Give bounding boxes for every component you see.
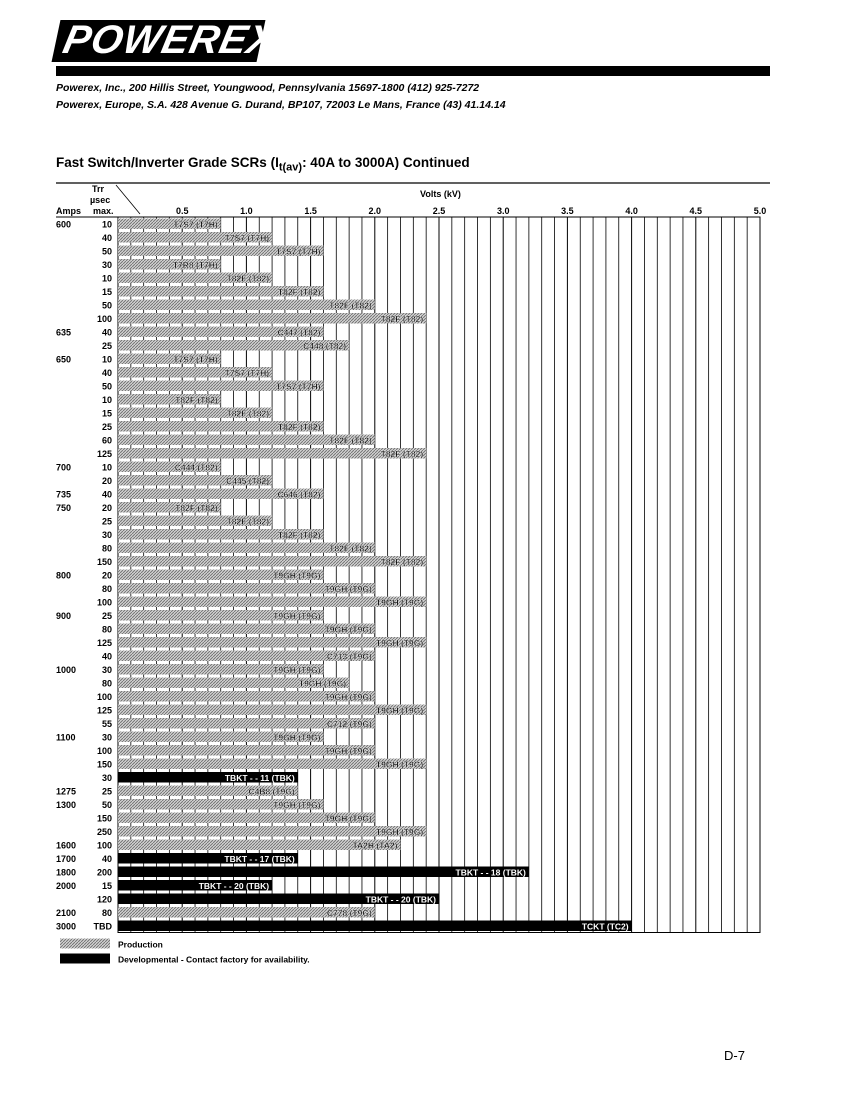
amps-value: 1700 bbox=[56, 854, 77, 864]
bar-label: T9GH (T9G) bbox=[273, 800, 321, 810]
address-eu: Powerex, Europe, S.A. 428 Avenue G. Durand, BP107, 72003 Le Mans, France (43) 41.14.14 bbox=[56, 99, 506, 111]
bar-label: C4B8 (T9G) bbox=[248, 786, 295, 797]
bar-label: C448 (T82) bbox=[303, 341, 347, 351]
trr-value: 20 bbox=[101, 476, 112, 486]
amps-value: 1100 bbox=[56, 732, 76, 743]
x-tick-label: 1.5 bbox=[304, 206, 317, 216]
trr-value: 20 bbox=[101, 503, 112, 513]
amps-value: 3000 bbox=[56, 921, 77, 932]
bar-label: TA2H (TA2) bbox=[352, 840, 398, 851]
trr-value: 10 bbox=[101, 462, 112, 473]
trr-value: 25 bbox=[101, 786, 112, 797]
bar-label: T9GH (T9G) bbox=[273, 732, 321, 743]
bar-label: T82F (T82) bbox=[226, 273, 270, 284]
bar-label: T82F (T82) bbox=[175, 503, 218, 513]
trr-value: 25 bbox=[101, 422, 112, 432]
x-tick-label: 2.5 bbox=[432, 206, 446, 216]
bar-label: T82F (T82) bbox=[380, 557, 424, 567]
trr-value: 25 bbox=[101, 341, 112, 351]
bar-label: TBKT - - 11 (TBK) bbox=[224, 773, 295, 783]
trr-value: 80 bbox=[101, 584, 112, 594]
trr-header: Trr bbox=[92, 184, 105, 194]
trr-value: 200 bbox=[96, 867, 112, 878]
bar-label: T7S7 (T7H) bbox=[276, 381, 321, 392]
x-tick-label: 3.5 bbox=[561, 206, 574, 216]
bar-label: T9GH (T9G) bbox=[324, 813, 372, 824]
trr-value: 120 bbox=[96, 894, 112, 905]
trr-value: 50 bbox=[101, 800, 112, 810]
bar-label: T7S7 (T7H) bbox=[224, 233, 270, 243]
trr-value: 50 bbox=[101, 246, 112, 257]
amps-value: 2000 bbox=[56, 881, 77, 891]
bar-label: TBKT - - 17 (TBK) bbox=[224, 854, 295, 864]
amps-value: 900 bbox=[56, 611, 72, 621]
bar-label: C712 (T9G) bbox=[326, 719, 372, 729]
bar-label: T82F (T82) bbox=[329, 300, 372, 311]
trr-value: 80 bbox=[101, 543, 112, 554]
trr-value: 10 bbox=[101, 273, 112, 284]
bar-label: T82F (T82) bbox=[175, 395, 218, 405]
bar-label: T9GH (T9G) bbox=[324, 584, 372, 594]
trr-value: 150 bbox=[96, 759, 112, 770]
usec-header: µsec bbox=[90, 195, 111, 205]
amps-value: 1275 bbox=[56, 786, 77, 797]
trr-value: 80 bbox=[101, 908, 112, 918]
bar-label: T7S7 (T7H) bbox=[276, 246, 321, 257]
trr-value: 20 bbox=[101, 570, 112, 581]
trr-value: 10 bbox=[101, 395, 112, 405]
trr-value: TBD bbox=[93, 921, 112, 932]
trr-value: 40 bbox=[101, 327, 112, 338]
trr-value: 100 bbox=[96, 840, 112, 851]
amps-header: Amps bbox=[56, 206, 82, 216]
trr-value: 10 bbox=[101, 354, 112, 365]
legend-production-swatch bbox=[60, 939, 110, 949]
bar-label: TBKT - - 20 (TBK) bbox=[198, 881, 270, 891]
bar-label: T9GH (T9G) bbox=[324, 692, 372, 702]
bar-label: T82F (T82) bbox=[277, 422, 321, 432]
bar-label: T82F (T82) bbox=[329, 435, 372, 446]
bar-label: T82F (T82) bbox=[380, 449, 424, 459]
trr-value: 100 bbox=[96, 314, 112, 324]
amps-value: 1300 bbox=[56, 800, 77, 810]
trr-value: 40 bbox=[101, 368, 112, 378]
trr-value: 40 bbox=[101, 489, 112, 500]
trr-value: 55 bbox=[101, 719, 112, 729]
legend-production-label: Production bbox=[118, 939, 163, 950]
trr-value: 30 bbox=[101, 665, 112, 675]
volts-header: Volts (kV) bbox=[420, 189, 461, 199]
bar-label: T7S7 (T7H) bbox=[173, 219, 218, 230]
trr-value: 125 bbox=[96, 449, 112, 459]
bar-label: T9GH (T9G) bbox=[324, 746, 372, 756]
trr-value: 150 bbox=[96, 557, 112, 567]
amps-value: 1800 bbox=[56, 867, 77, 878]
amps-value: 635 bbox=[56, 327, 72, 338]
amps-value: 700 bbox=[56, 462, 72, 473]
trr-value: 30 bbox=[101, 732, 112, 743]
x-tick-label: 2.0 bbox=[368, 206, 382, 216]
trr-value: 125 bbox=[96, 705, 112, 716]
bar-label: T7S7 (T7H) bbox=[173, 354, 218, 365]
trr-value: 60 bbox=[101, 435, 112, 446]
bar-label: T82F (T82) bbox=[277, 287, 321, 297]
trr-value: 80 bbox=[101, 624, 112, 635]
amps-value: 2100 bbox=[56, 908, 77, 918]
amps-value: 1600 bbox=[56, 840, 77, 851]
x-tick-label: 3.0 bbox=[496, 206, 510, 216]
bar-label: C646 (T82) bbox=[277, 489, 321, 500]
amps-value: 735 bbox=[56, 489, 72, 500]
trr-value: 80 bbox=[101, 678, 112, 689]
trr-value: 40 bbox=[101, 651, 112, 662]
x-tick-label: 4.0 bbox=[625, 206, 638, 216]
trr-value: 30 bbox=[101, 260, 112, 270]
amps-value: 650 bbox=[56, 354, 72, 365]
legend-developmental-swatch bbox=[60, 954, 110, 964]
bar-label: T9GH (T9G) bbox=[324, 624, 372, 635]
amps-value: 1000 bbox=[56, 665, 77, 675]
trr-value: 50 bbox=[101, 300, 112, 311]
bar-label: T9GH (T9G) bbox=[375, 638, 424, 648]
bar-label: C444 (T82) bbox=[174, 462, 218, 473]
bar-label: T9GH (T9G) bbox=[375, 759, 424, 770]
page-number: D-7 bbox=[724, 1048, 745, 1063]
x-tick-label: 0.5 bbox=[175, 206, 189, 216]
bar-label: T9GH (T9G) bbox=[375, 597, 424, 608]
bar-label: T9GH (T9G) bbox=[375, 827, 424, 837]
trr-value: 100 bbox=[96, 692, 112, 702]
bar-label: TBKT - - 20 (TBK) bbox=[365, 894, 436, 905]
trr-value: 100 bbox=[96, 746, 112, 756]
trr-value: 15 bbox=[101, 287, 112, 297]
bar-label: T7R8 (T7H) bbox=[172, 260, 218, 270]
amps-value: 800 bbox=[56, 570, 72, 581]
trr-value: 100 bbox=[96, 597, 112, 608]
max-header: max. bbox=[93, 206, 114, 216]
bar-label: C445 (T82) bbox=[226, 476, 270, 486]
x-tick-label: 1.0 bbox=[240, 206, 253, 216]
amps-value: 750 bbox=[56, 503, 72, 513]
x-tick-label: 5.0 bbox=[753, 206, 767, 216]
legend-developmental-label: Developmental - Contact factory for availability. bbox=[118, 954, 310, 965]
bar-label: T82F (T82) bbox=[226, 516, 270, 527]
bar-label: T82F (T82) bbox=[226, 408, 270, 419]
trr-value: 25 bbox=[101, 611, 112, 621]
trr-value: 40 bbox=[101, 854, 112, 864]
bar-label: T7S7 (T7H) bbox=[224, 368, 270, 378]
trr-value: 10 bbox=[101, 219, 112, 230]
trr-value: 30 bbox=[101, 773, 112, 783]
bar-label: TBKT - - 18 (TBK) bbox=[455, 867, 526, 878]
trr-value: 15 bbox=[101, 408, 112, 419]
amps-value: 600 bbox=[56, 219, 72, 230]
bar-label: C778 (T9G) bbox=[326, 908, 372, 918]
trr-value: 250 bbox=[96, 827, 112, 837]
bar-label: T82F (T82) bbox=[329, 543, 372, 554]
trr-value: 25 bbox=[101, 516, 112, 527]
bar-label: C447 (T82) bbox=[277, 327, 321, 338]
logo-text: POWEREX bbox=[59, 18, 281, 62]
trr-value: 50 bbox=[101, 381, 112, 392]
bar-label: T9GH (T9G) bbox=[375, 705, 424, 716]
bar-label: T82F (T82) bbox=[380, 314, 424, 324]
bar-label: T9GH (T9G) bbox=[273, 611, 321, 621]
trr-value: 40 bbox=[101, 233, 112, 243]
header-diagonal bbox=[116, 185, 140, 214]
trr-value: 30 bbox=[101, 530, 112, 540]
page-title: Fast Switch/Inverter Grade SCRs ($I_{t(av)}$: 40A to 3000A) Continued bbox=[56, 155, 470, 174]
bar-label: T9GH (T9G) bbox=[273, 570, 321, 581]
trr-value: 150 bbox=[96, 813, 112, 824]
bar-label: T9GH (T9G) bbox=[273, 665, 321, 675]
trr-value: 125 bbox=[96, 638, 112, 648]
bar-label: T82F (T82) bbox=[277, 530, 321, 540]
bar-label: T9GH (T9G) bbox=[298, 678, 347, 689]
trr-value: 15 bbox=[101, 881, 112, 891]
bar-label: C713 (T9G) bbox=[326, 651, 372, 662]
bar bbox=[118, 921, 632, 932]
address-us: Powerex, Inc., 200 Hillis Street, Youngwood, Pennsylvania 15697-1800 (412) 925-7272 bbox=[56, 82, 480, 94]
bar-label: TCKT (TC2) bbox=[581, 921, 629, 932]
x-tick-label: 4.5 bbox=[689, 206, 703, 216]
